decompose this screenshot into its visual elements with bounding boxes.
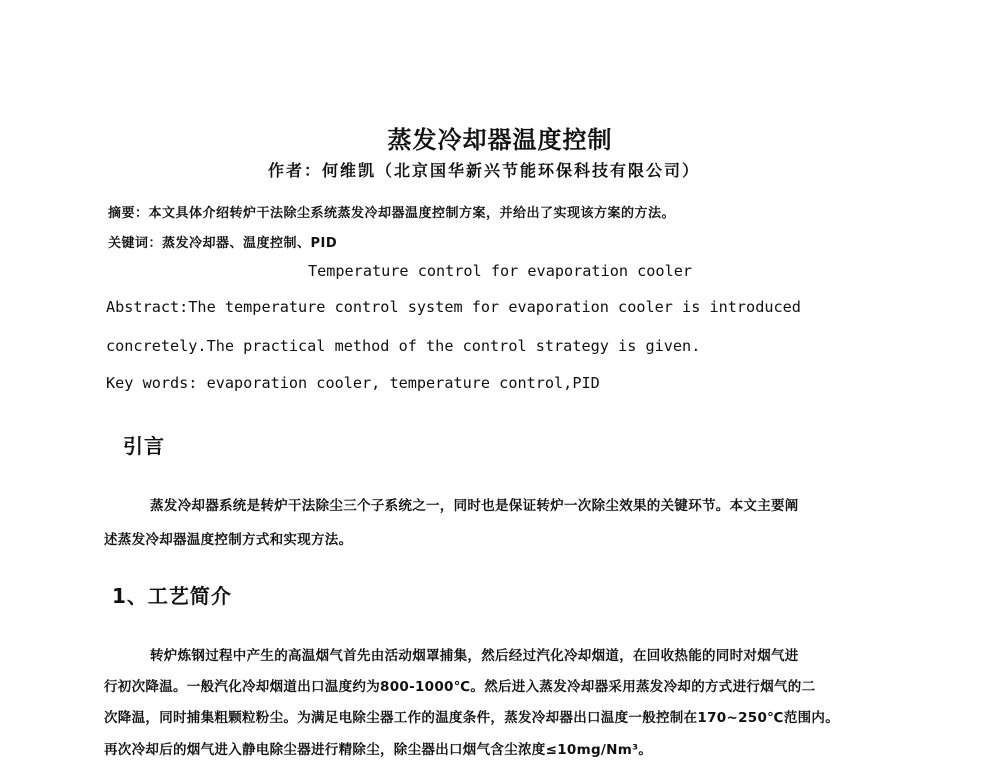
abstract-english-line: Abstract:The temperature control system for evaporation cooler is introduced: [106, 298, 801, 316]
paragraph-line: 行初次降温。一般汽化冷却烟道出口温度约为800-1000℃。然后进入蒸发冷却器采用蒸发冷却的方式进行烟气的二: [104, 679, 816, 695]
english-title: Temperature control for evaporation cooler: [307, 262, 693, 280]
paragraph-line: 次降温，同时捕集粗颗粒粉尘。为满足电除尘器工作的温度条件，蒸发冷却器出口温度一般控制在170~250℃范围内。: [104, 710, 840, 726]
keywords-english: Key words: evaporation cooler, temperature control,PID: [106, 374, 600, 392]
keywords-chinese: 关键词：蒸发冷却器、温度控制、PID: [108, 236, 338, 251]
paragraph-line: 蒸发冷却器系统是转炉干法除尘三个子系统之一，同时也是保证转炉一次除尘效果的关键环节。本文主要阐: [150, 498, 799, 514]
paragraph-line: 再次冷却后的烟气进入静电除尘器进行精除尘，除尘器出口烟气含尘浓度≤10mg/Nm³。: [104, 742, 653, 758]
section-heading-introduction: 引言: [123, 434, 165, 458]
author-line: 作者：何维凯（北京国华新兴节能环保科技有限公司）: [268, 161, 701, 180]
abstract-chinese: 摘要：本文具体介绍转炉干法除尘系统蒸发冷却器温度控制方案，并给出了实现该方案的方法。: [108, 206, 676, 221]
section-heading-process: 1、工艺简介: [112, 584, 232, 608]
paragraph-line: 转炉炼钢过程中产生的高温烟气首先由活动烟罩捕集，然后经过汽化冷却烟道，在回收热能的同时对烟气进: [150, 648, 799, 664]
paragraph-line: 述蒸发冷却器温度控制方式和实现方法。: [104, 532, 353, 548]
page-title: 蒸发冷却器温度控制: [387, 126, 613, 154]
abstract-english-line: concretely.The practical method of the control strategy is given.: [106, 337, 701, 355]
